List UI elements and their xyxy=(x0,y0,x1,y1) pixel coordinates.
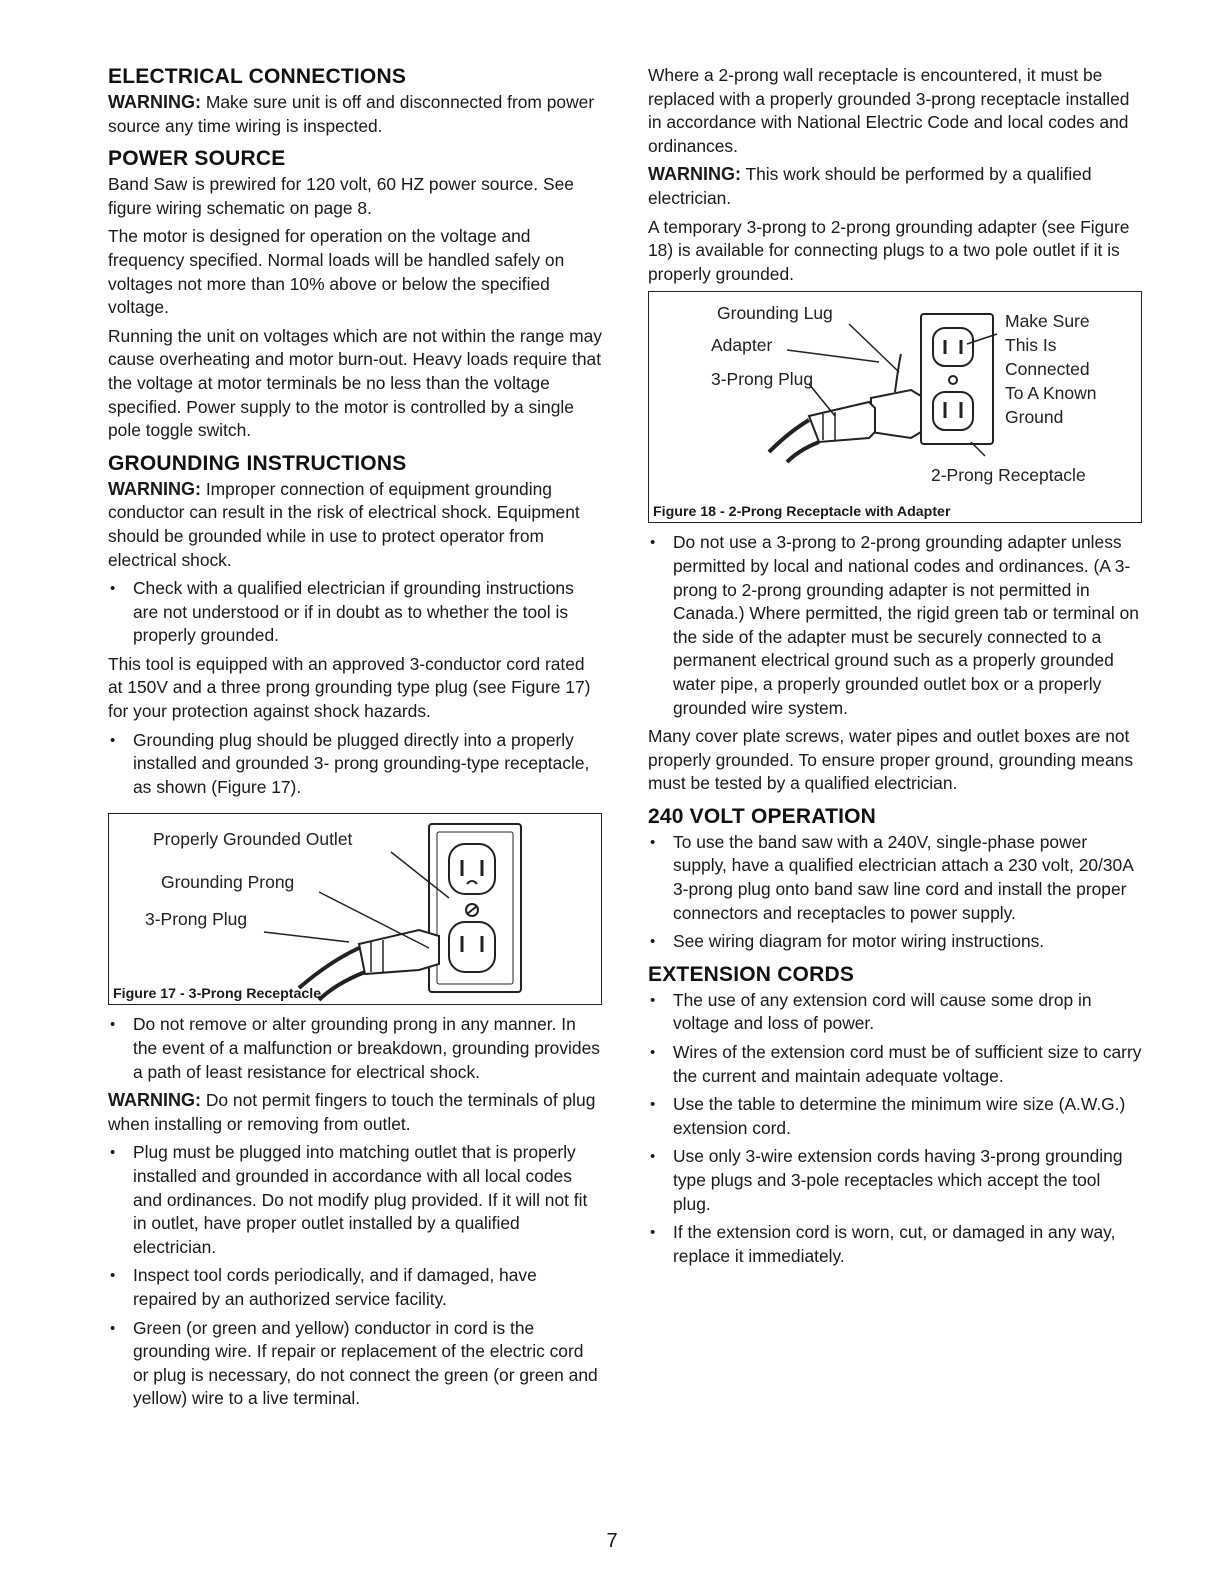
warning-label: WARNING: xyxy=(648,164,741,185)
list-item: • Grounding plug should be plugged directly into a properly installed and grounded 3- prong grounding-type receptacle, as shown (Figure 17). xyxy=(108,729,602,800)
label-ground: Ground xyxy=(1005,407,1064,428)
electrical-warning xyxy=(108,91,602,138)
warning-text: Improper connection of equipment grounding conductor can result in the risk of electrical shock. Equipment should be grounded while in use to protect operator from electrical shock. xyxy=(108,478,580,570)
after17-warning xyxy=(108,1089,602,1136)
label-connected: Connected xyxy=(1005,359,1090,380)
label-this-is: This Is xyxy=(1005,335,1057,356)
page-number: 7 xyxy=(606,1530,618,1552)
240-volt-operation-heading: 240 VOLT OPERATION xyxy=(648,804,877,828)
list-item: • If the extension cord is worn, cut, or damaged in any way, replace it immediately. xyxy=(648,1221,1142,1268)
warning-text: Do not permit fingers to touch the terminals of plug when installing or removing from outlet. xyxy=(108,1090,596,1134)
list-item: • Do not use a 3-prong to 2-prong grounding adapter unless permitted by local and national codes and ordinances. (A 3-prong to 2-prong grounding adapter is not permitted in Canada.) Where permitted, the rigid green tab or terminal on the side of the adapter must be securely connected to a permanent electrical ground such as a properly grounded water pipe, a properly grounded outlet box or a properly grounded wire system. xyxy=(648,531,1142,720)
right-column xyxy=(648,64,1142,1273)
label-3-prong-plug: 3-Prong Plug xyxy=(145,909,248,930)
figure-18 xyxy=(648,291,1142,523)
label-properly-grounded-outlet: Properly Grounded Outlet xyxy=(153,829,353,850)
figure-17-caption: Figure 17 - 3-Prong Receptacle xyxy=(113,986,322,1003)
label-to-a-known: To A Known xyxy=(1005,383,1097,404)
paragraph: Many cover plate screws, water pipes and outlet boxes are not properly grounded. To ensure proper ground, grounding means must be tested by a qualified electrician. xyxy=(648,726,1134,794)
list-item: • Inspect tool cords periodically, and if damaged, have repaired by an authorized service facility. xyxy=(108,1264,602,1311)
bullet-list xyxy=(108,1013,602,1084)
figure-18-caption: Figure 18 - 2-Prong Receptacle with Adapter xyxy=(653,504,951,521)
list-item: • Check with a qualified electrician if grounding instructions are not understood or if in doubt as to whether the tool is properly grounded. xyxy=(108,577,602,648)
paragraph: Where a 2-prong wall receptacle is encountered, it must be replaced with a properly grounded 3-prong receptacle installed in accordance with National Electric Code and local codes and ordinances. xyxy=(648,65,1130,156)
label-2-prong-receptacle: 2-Prong Receptacle xyxy=(931,465,1086,486)
label-make-sure: Make Sure xyxy=(1005,311,1090,332)
list-item: • Use the table to determine the minimum wire size (A.W.G.) extension cord. xyxy=(648,1093,1142,1140)
warning-label: WARNING: xyxy=(108,92,201,112)
bullet-list xyxy=(108,1141,602,1411)
list-item: • Green (or green and yellow) conductor in cord is the grounding wire. If repair or replacement of the electric cord or plug is necessary, do not connect the green (or green and yellow) wire to a live terminal. xyxy=(108,1317,602,1411)
power-source-heading: POWER SOURCE xyxy=(108,147,286,171)
list-item: • The use of any extension cord will cause some drop in voltage and loss of power. xyxy=(648,989,1142,1036)
list-item: • Wires of the extension cord must be of sufficient size to carry the current and maintain adequate voltage. xyxy=(648,1041,1142,1088)
paragraph: The motor is designed for operation on the voltage and frequency specified. Normal loads will be handled safely on voltages not more than 10% above or below the specified voltage. xyxy=(108,226,565,318)
warning-label: WARNING: xyxy=(108,478,201,499)
grounding-warning xyxy=(108,478,602,572)
list-item: • Plug must be plugged into matching outlet that is properly installed and grounded in accordance with all local codes and ordinances. Do not modify plug provided. If it will not fit in outlet, have proper outlet installed by a qualified electrician. xyxy=(108,1141,602,1259)
bullet-list xyxy=(648,989,1142,1269)
warning-text: This work should be performed by a qualified electrician. xyxy=(648,164,1092,208)
electrical-connections-heading: ELECTRICAL CONNECTIONS xyxy=(108,65,407,88)
list-item: • To use the band saw with a 240V, single-phase power supply, have a qualified electrician attach a 230 volt, 20/30A 3-prong plug onto band saw line cord and install the proper connectors and receptacles to power supply. xyxy=(648,831,1142,925)
figure-17 xyxy=(108,813,602,1005)
list-item: • Do not remove or alter grounding prong in any manner. In the event of a malfunction or breakdown, grounding provides a path of least resistance for electrical shock. xyxy=(108,1013,602,1084)
paragraph: A temporary 3-prong to 2-prong grounding adapter (see Figure 18) is available for connecting plugs to a two pole outlet if it is properly grounded. xyxy=(648,216,1130,284)
bullet-list xyxy=(648,831,1142,954)
list-item: • Use only 3-wire extension cords having 3-prong grounding type plugs and 3-pole receptacles which accept the tool plug. xyxy=(648,1145,1142,1216)
list-item: • See wiring diagram for motor wiring instructions. xyxy=(648,930,1142,954)
label-adapter: Adapter xyxy=(711,335,773,356)
bullet-list xyxy=(648,531,1142,720)
extension-cords-heading: EXTENSION CORDS xyxy=(648,962,855,986)
paragraph: Running the unit on voltages which are not within the range may cause overheating and motor burn-out. Heavy loads require that the voltage at motor terminals be no less than the voltage specified. Power supply to the motor is controlled by a single pole toggle switch. xyxy=(108,325,603,441)
warning-label: WARNING: xyxy=(108,1090,201,1111)
label-grounding-prong: Grounding Prong xyxy=(161,872,295,893)
label-grounding-lug: Grounding Lug xyxy=(717,303,833,324)
label-3-prong-plug: 3-Prong Plug xyxy=(711,369,814,390)
bullet-list xyxy=(108,577,602,648)
grounding-instructions-heading: GROUNDING INSTRUCTIONS xyxy=(108,451,407,475)
paragraph: This tool is equipped with an approved 3-conductor cord rated at 150V and a three prong grounding type plug (see Figure 17) for your protection against shock hazards. xyxy=(108,653,591,722)
warning-text: Make sure unit is off and disconnected from power source any time wiring is inspected. xyxy=(108,92,595,136)
bullet-list xyxy=(108,729,602,800)
intro-warning xyxy=(648,163,1142,210)
left-column xyxy=(108,64,602,1416)
paragraph: Band Saw is prewired for 120 volt, 60 HZ power source. See figure wiring schematic on page 8. xyxy=(108,174,574,218)
